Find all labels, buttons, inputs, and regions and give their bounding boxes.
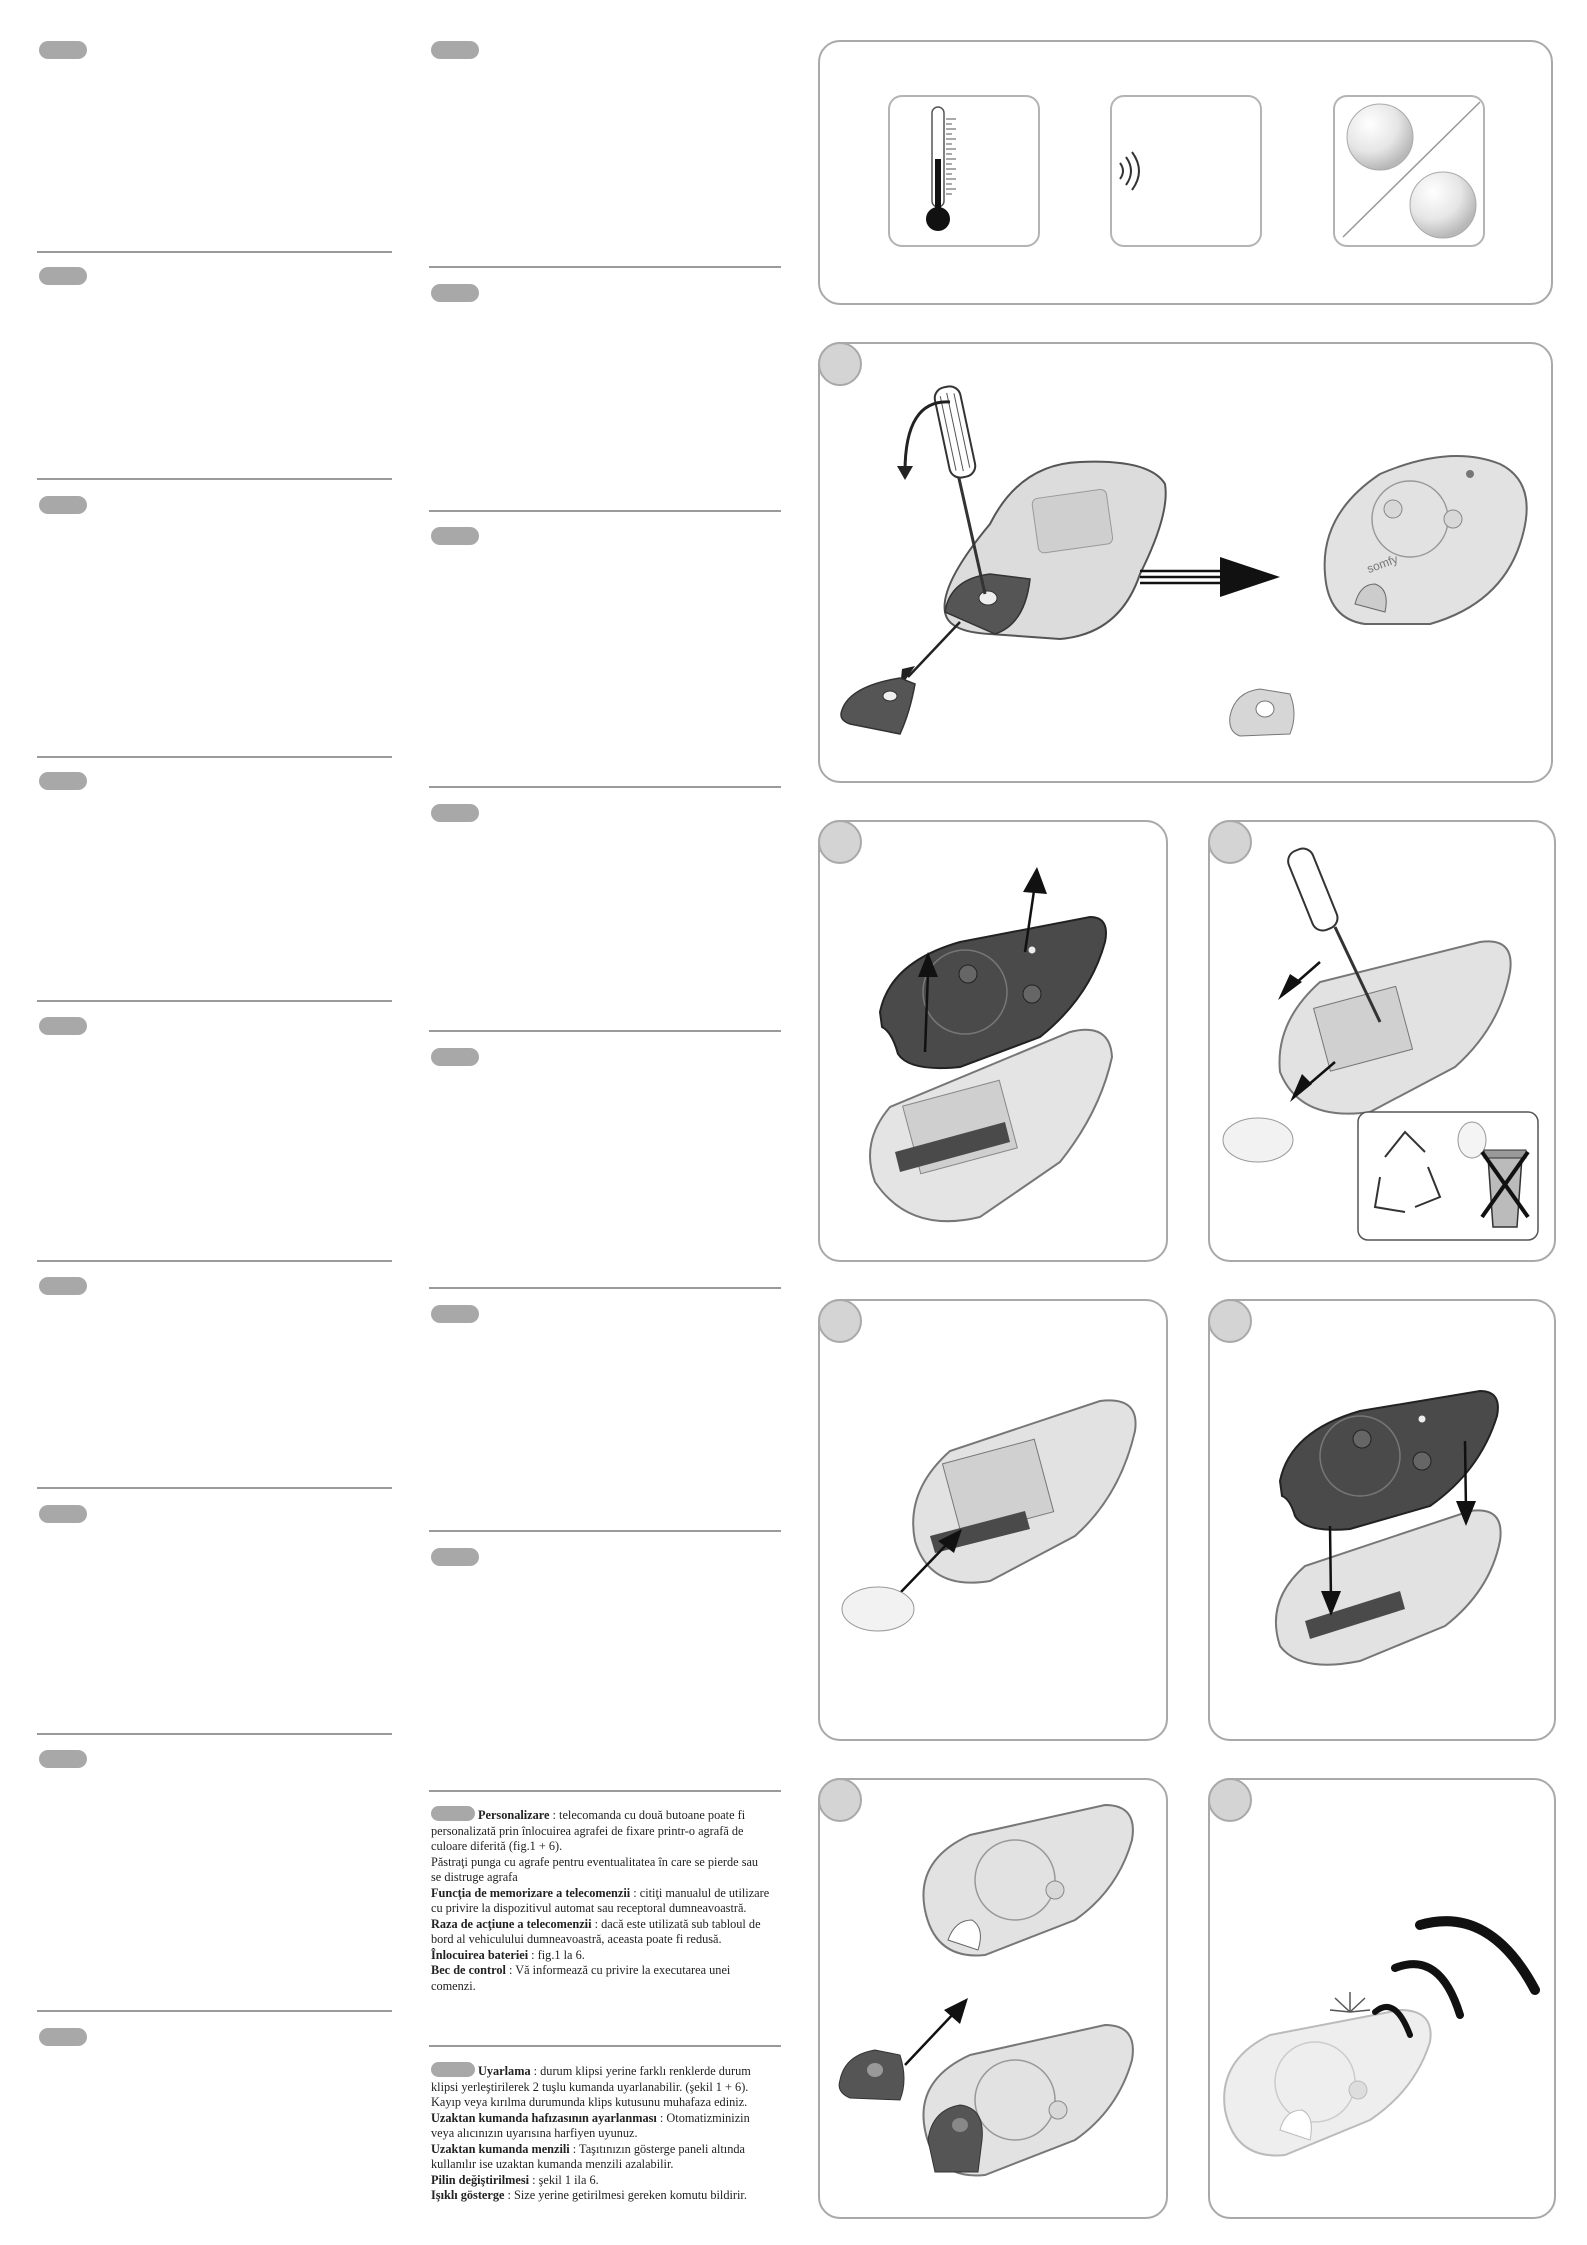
- lang-badge: [431, 1305, 479, 1323]
- figure-1-remove-clip: [818, 342, 1553, 783]
- ro-text: : telecomanda cu două butoane poate fi personalizată prin înlocuirea agrafei de fixare printr-o agrafă de culoare diferită (fig.1 + 6).: [431, 1808, 746, 1853]
- divider: [37, 478, 392, 480]
- lang-badge: [39, 1277, 87, 1295]
- tr-text: : Size yerine getirilmesi gereken komutu bildirir.: [504, 2188, 747, 2202]
- figure-4-illustration: [820, 1301, 1166, 1739]
- ro-term: Raza de acţiune a telecomenzii: [431, 1916, 592, 1931]
- romanian-section: [431, 1806, 771, 1994]
- thermometer-icon: [890, 97, 1038, 245]
- figure-3-remove-battery: [1208, 820, 1556, 1262]
- divider: [429, 1790, 781, 1792]
- tr-term: Pilin değiştirilmesi: [431, 2172, 530, 2187]
- divider: [429, 1530, 781, 1532]
- ro-text: : Vă informează cu privire la executarea unei comenzi.: [431, 1963, 731, 1993]
- brand-logo: somfy: [1364, 551, 1400, 576]
- tr-text: : Taşıtınızın gösterge paneli altında kullanılır ise uzaktan kumanda menzili azalabilir.: [431, 2141, 745, 2171]
- figure-2-lift-cover: [818, 820, 1168, 1262]
- lang-badge: [431, 41, 479, 59]
- tr-term: Işıklı gösterge: [431, 2188, 505, 2202]
- divider: [37, 1260, 392, 1262]
- figure-6-illustration: [820, 1780, 1166, 2216]
- lang-badge: [431, 2062, 475, 2077]
- lang-badge: [431, 284, 479, 302]
- divider: [37, 1487, 392, 1489]
- tr-text: : durum klipsi yerine farklı renklerde durum klipsi yerleştirilerek 2 tuşlu kumanda uyarlanabilir. (şekil 1 + 6).: [431, 2064, 751, 2094]
- lang-badge: [39, 772, 87, 790]
- divider: [429, 266, 781, 268]
- lang-badge: [39, 267, 87, 285]
- lang-badge: [39, 1750, 87, 1768]
- ro-text: : fig.1 la 6.: [528, 1947, 585, 1962]
- radio-wave-icon: [1112, 97, 1260, 245]
- divider: [37, 1733, 392, 1735]
- lang-badge: [431, 1048, 479, 1066]
- divider: [429, 510, 781, 512]
- tr-term: Uyarlama: [478, 2064, 531, 2078]
- battery-coin-icon: [1335, 97, 1483, 245]
- tr-text: : şekil 1 ila 6.: [529, 2172, 599, 2187]
- figure-2-illustration: [820, 822, 1166, 1260]
- figure-7-illustration: [1210, 1780, 1554, 2216]
- figure-6-refit-clip: [818, 1778, 1168, 2219]
- ro-text: Păstraţi punga cu agrafe pentru eventualitatea în care se pierde sau se distruge agrafa: [431, 1854, 759, 1884]
- tr-term: Uzaktan kumanda hafızasının ayarlanması: [431, 2110, 657, 2125]
- divider: [37, 756, 392, 758]
- indicator-light-icon: [1330, 1992, 1370, 2012]
- ro-term: Bec de control: [431, 1963, 506, 1977]
- figure-5-replace-cover: [1208, 1299, 1556, 1741]
- temperature-box: [888, 95, 1040, 247]
- light-wave-icon: [1375, 1921, 1535, 2035]
- tr-text: : Otomatizminizin veya alıcınızın uyarısına harfiyen uyunuz.: [431, 2110, 750, 2140]
- ro-term: Funcţia de memorizare a telecomenzii: [431, 1885, 631, 1900]
- ro-text: : citiţi manualul de utilizare cu privire la dispozitivul automat sau receptoral dumneavoastră.: [431, 1885, 770, 1915]
- tr-text: Kayıp veya kırılma durumunda klips kutusunu muhafaza ediniz.: [431, 2095, 748, 2109]
- divider: [429, 2045, 781, 2047]
- figure-4-insert-battery: [818, 1299, 1168, 1741]
- lang-badge: [39, 1017, 87, 1035]
- lang-badge: [431, 527, 479, 545]
- ro-term: Înlocuirea bateriei: [431, 1947, 529, 1962]
- battery-box: [1333, 95, 1485, 247]
- divider: [37, 251, 392, 253]
- divider: [429, 786, 781, 788]
- figure-3-illustration: [1210, 822, 1554, 1260]
- lang-badge: [39, 496, 87, 514]
- lang-badge: [39, 2028, 87, 2046]
- screwdriver-icon: [933, 384, 985, 594]
- lang-badge: [39, 41, 87, 59]
- lang-badge: [431, 1548, 479, 1566]
- icons-panel: [818, 40, 1553, 305]
- divider: [37, 1000, 392, 1002]
- turkish-section: [431, 2062, 771, 2204]
- tr-term: Uzaktan kumanda menzili: [431, 2141, 570, 2156]
- radio-box: [1110, 95, 1262, 247]
- figure-7-indicator-light: [1208, 1778, 1556, 2219]
- lang-badge: [431, 1806, 475, 1821]
- figure-5-illustration: [1210, 1301, 1554, 1739]
- divider: [429, 1030, 781, 1032]
- lang-badge: [39, 1505, 87, 1523]
- lang-badge: [431, 804, 479, 822]
- ro-text: : dacă este utilizată sub tabloul de bord al vehiculului dumneavoastră, aceasta poate fi redusă.: [431, 1916, 761, 1946]
- figure-1-illustration: [820, 344, 1550, 780]
- divider: [37, 2010, 392, 2012]
- divider: [429, 1287, 781, 1289]
- ro-term: Personalizare: [478, 1808, 550, 1822]
